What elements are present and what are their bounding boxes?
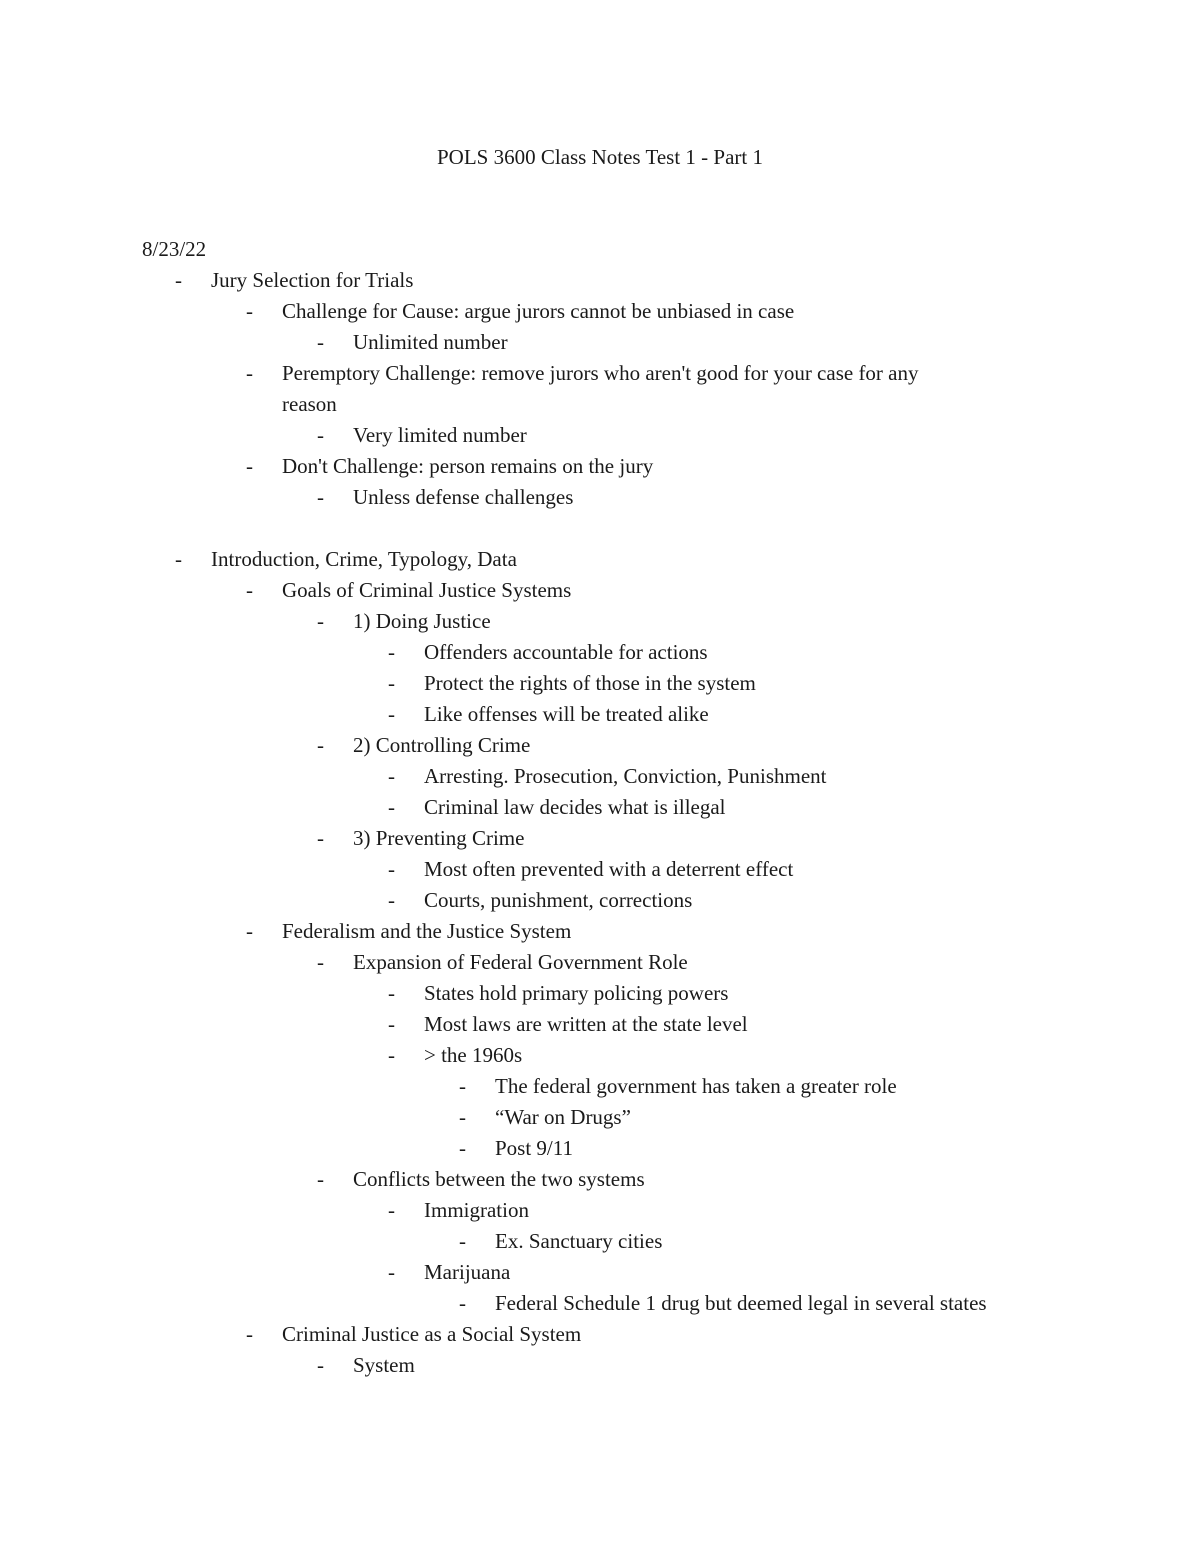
outline-text: Arresting. Prosecution, Conviction, Punishment [424,764,827,788]
outline-item-level-1 [0,1319,1200,1350]
bullet-dash: - [246,454,253,478]
outline-item-level-3 [0,1195,1200,1226]
outline-item-level-2 [0,1164,1200,1195]
outline-item-level-0 [0,544,1200,575]
bullet-dash: - [175,547,182,571]
outline-text: Peremptory Challenge: remove jurors who aren't good for your case for any [282,361,919,385]
outline-text: Don't Challenge: person remains on the jury [282,454,654,478]
outline-text: The federal government has taken a greater role [495,1074,897,1098]
outline-item-level-3 [0,792,1200,823]
outline-text: > the 1960s [424,1043,523,1067]
outline-item-level-3 [0,699,1200,730]
bullet-dash: - [317,485,324,509]
bullet-dash: - [175,268,182,292]
outline-item-level-0 [0,265,1200,296]
bullet-dash: - [246,361,253,385]
outline-item-level-4 [0,1288,1200,1319]
outline-item-level-1 [0,575,1200,606]
outline-item-level-3 [0,1257,1200,1288]
bullet-dash: - [317,609,324,633]
outline-item-level-3 [0,761,1200,792]
outline-text: Goals of Criminal Justice Systems [282,578,572,602]
outline-item-level-3 [0,978,1200,1009]
bullet-dash: - [459,1291,466,1315]
outline-item-level-2 [0,606,1200,637]
outline-text: Very limited number [353,423,527,447]
bullet-dash: - [317,733,324,757]
outline-text: Conflicts between the two systems [353,1167,645,1191]
outline-text: Offenders accountable for actions [424,640,708,664]
bullet-dash: - [317,826,324,850]
bullet-dash: - [459,1074,466,1098]
outline-text: Introduction, Crime, Typology, Data [211,547,517,571]
bullet-dash: - [317,423,324,447]
outline-text: “War on Drugs” [495,1105,631,1129]
outline-item-level-2 [0,482,1200,513]
outline-text: States hold primary policing powers [424,981,729,1005]
outline-item-level-4 [0,1226,1200,1257]
document-title: POLS 3600 Class Notes Test 1 - Part 1 [437,145,763,169]
bullet-dash: - [388,981,395,1005]
bullet-dash: - [459,1229,466,1253]
bullet-dash: - [317,1167,324,1191]
outline-item-level-3 [0,668,1200,699]
bullet-dash: - [388,795,395,819]
outline-item-level-4 [0,1133,1200,1164]
outline-item-level-1 [0,389,1200,420]
outline-item-level-3 [0,885,1200,916]
note-date: 8/23/22 [142,237,207,261]
bullet-dash: - [388,1012,395,1036]
outline-text: Federalism and the Justice System [282,919,572,943]
outline-text: Immigration [424,1198,529,1222]
outline-text: 2) Controlling Crime [353,733,531,757]
outline-item-level-2 [0,947,1200,978]
bullet-dash: - [317,330,324,354]
outline-item-level-2 [0,1350,1200,1381]
outline-item-level-3 [0,1009,1200,1040]
outline-text: Most laws are written at the state level [424,1012,748,1036]
outline-item-level-1 [0,916,1200,947]
outline-text: Criminal Justice as a Social System [282,1322,582,1346]
bullet-dash: - [388,764,395,788]
bullet-dash: - [388,1043,395,1067]
outline-text: 3) Preventing Crime [353,826,525,850]
outline-text: Challenge for Cause: argue jurors cannot be unbiased in case [282,299,795,323]
outline-item-level-3 [0,854,1200,885]
bullet-dash: - [388,888,395,912]
outline-text: Marijuana [424,1260,511,1284]
outline-item-level-1 [0,296,1200,327]
outline-text: Criminal law decides what is illegal [424,795,726,819]
outline-text: System [353,1353,415,1377]
outline-item-level-2 [0,327,1200,358]
outline-item-level-3 [0,637,1200,668]
bullet-dash: - [317,950,324,974]
outline-item-level-2 [0,823,1200,854]
bullet-dash: - [246,578,253,602]
outline-item-level-1 [0,451,1200,482]
outline-text: Unlimited number [353,330,508,354]
bullet-dash: - [246,1322,253,1346]
bullet-dash: - [388,1260,395,1284]
bullet-dash: - [388,640,395,664]
outline-text: Expansion of Federal Government Role [353,950,688,974]
outline-item-level-2 [0,420,1200,451]
bullet-dash: - [459,1136,466,1160]
outline-item-level-1 [0,358,1200,389]
outline-text: Ex. Sanctuary cities [495,1229,663,1253]
outline-item-level-3 [0,1040,1200,1071]
bullet-dash: - [388,702,395,726]
outline-text: Most often prevented with a deterrent effect [424,857,794,881]
outline-text: Like offenses will be treated alike [424,702,709,726]
bullet-dash: - [388,1198,395,1222]
outline-item-level-4 [0,1071,1200,1102]
outline-text: Post 9/11 [495,1136,573,1160]
outline-text: Federal Schedule 1 drug but deemed legal in several states [495,1291,987,1315]
bullet-dash: - [246,919,253,943]
outline-text: 1) Doing Justice [353,609,491,633]
outline-text: reason [282,392,337,416]
bullet-dash: - [317,1353,324,1377]
bullet-dash: - [388,671,395,695]
outline-text: Courts, punishment, corrections [424,888,693,912]
bullet-dash: - [246,299,253,323]
outline-item-level-2 [0,730,1200,761]
outline-text: Jury Selection for Trials [211,268,414,292]
bullet-dash: - [388,857,395,881]
outline-text: Protect the rights of those in the system [424,671,756,695]
outline-item-level-4 [0,1102,1200,1133]
bullet-dash: - [459,1105,466,1129]
outline-text: Unless defense challenges [353,485,574,509]
